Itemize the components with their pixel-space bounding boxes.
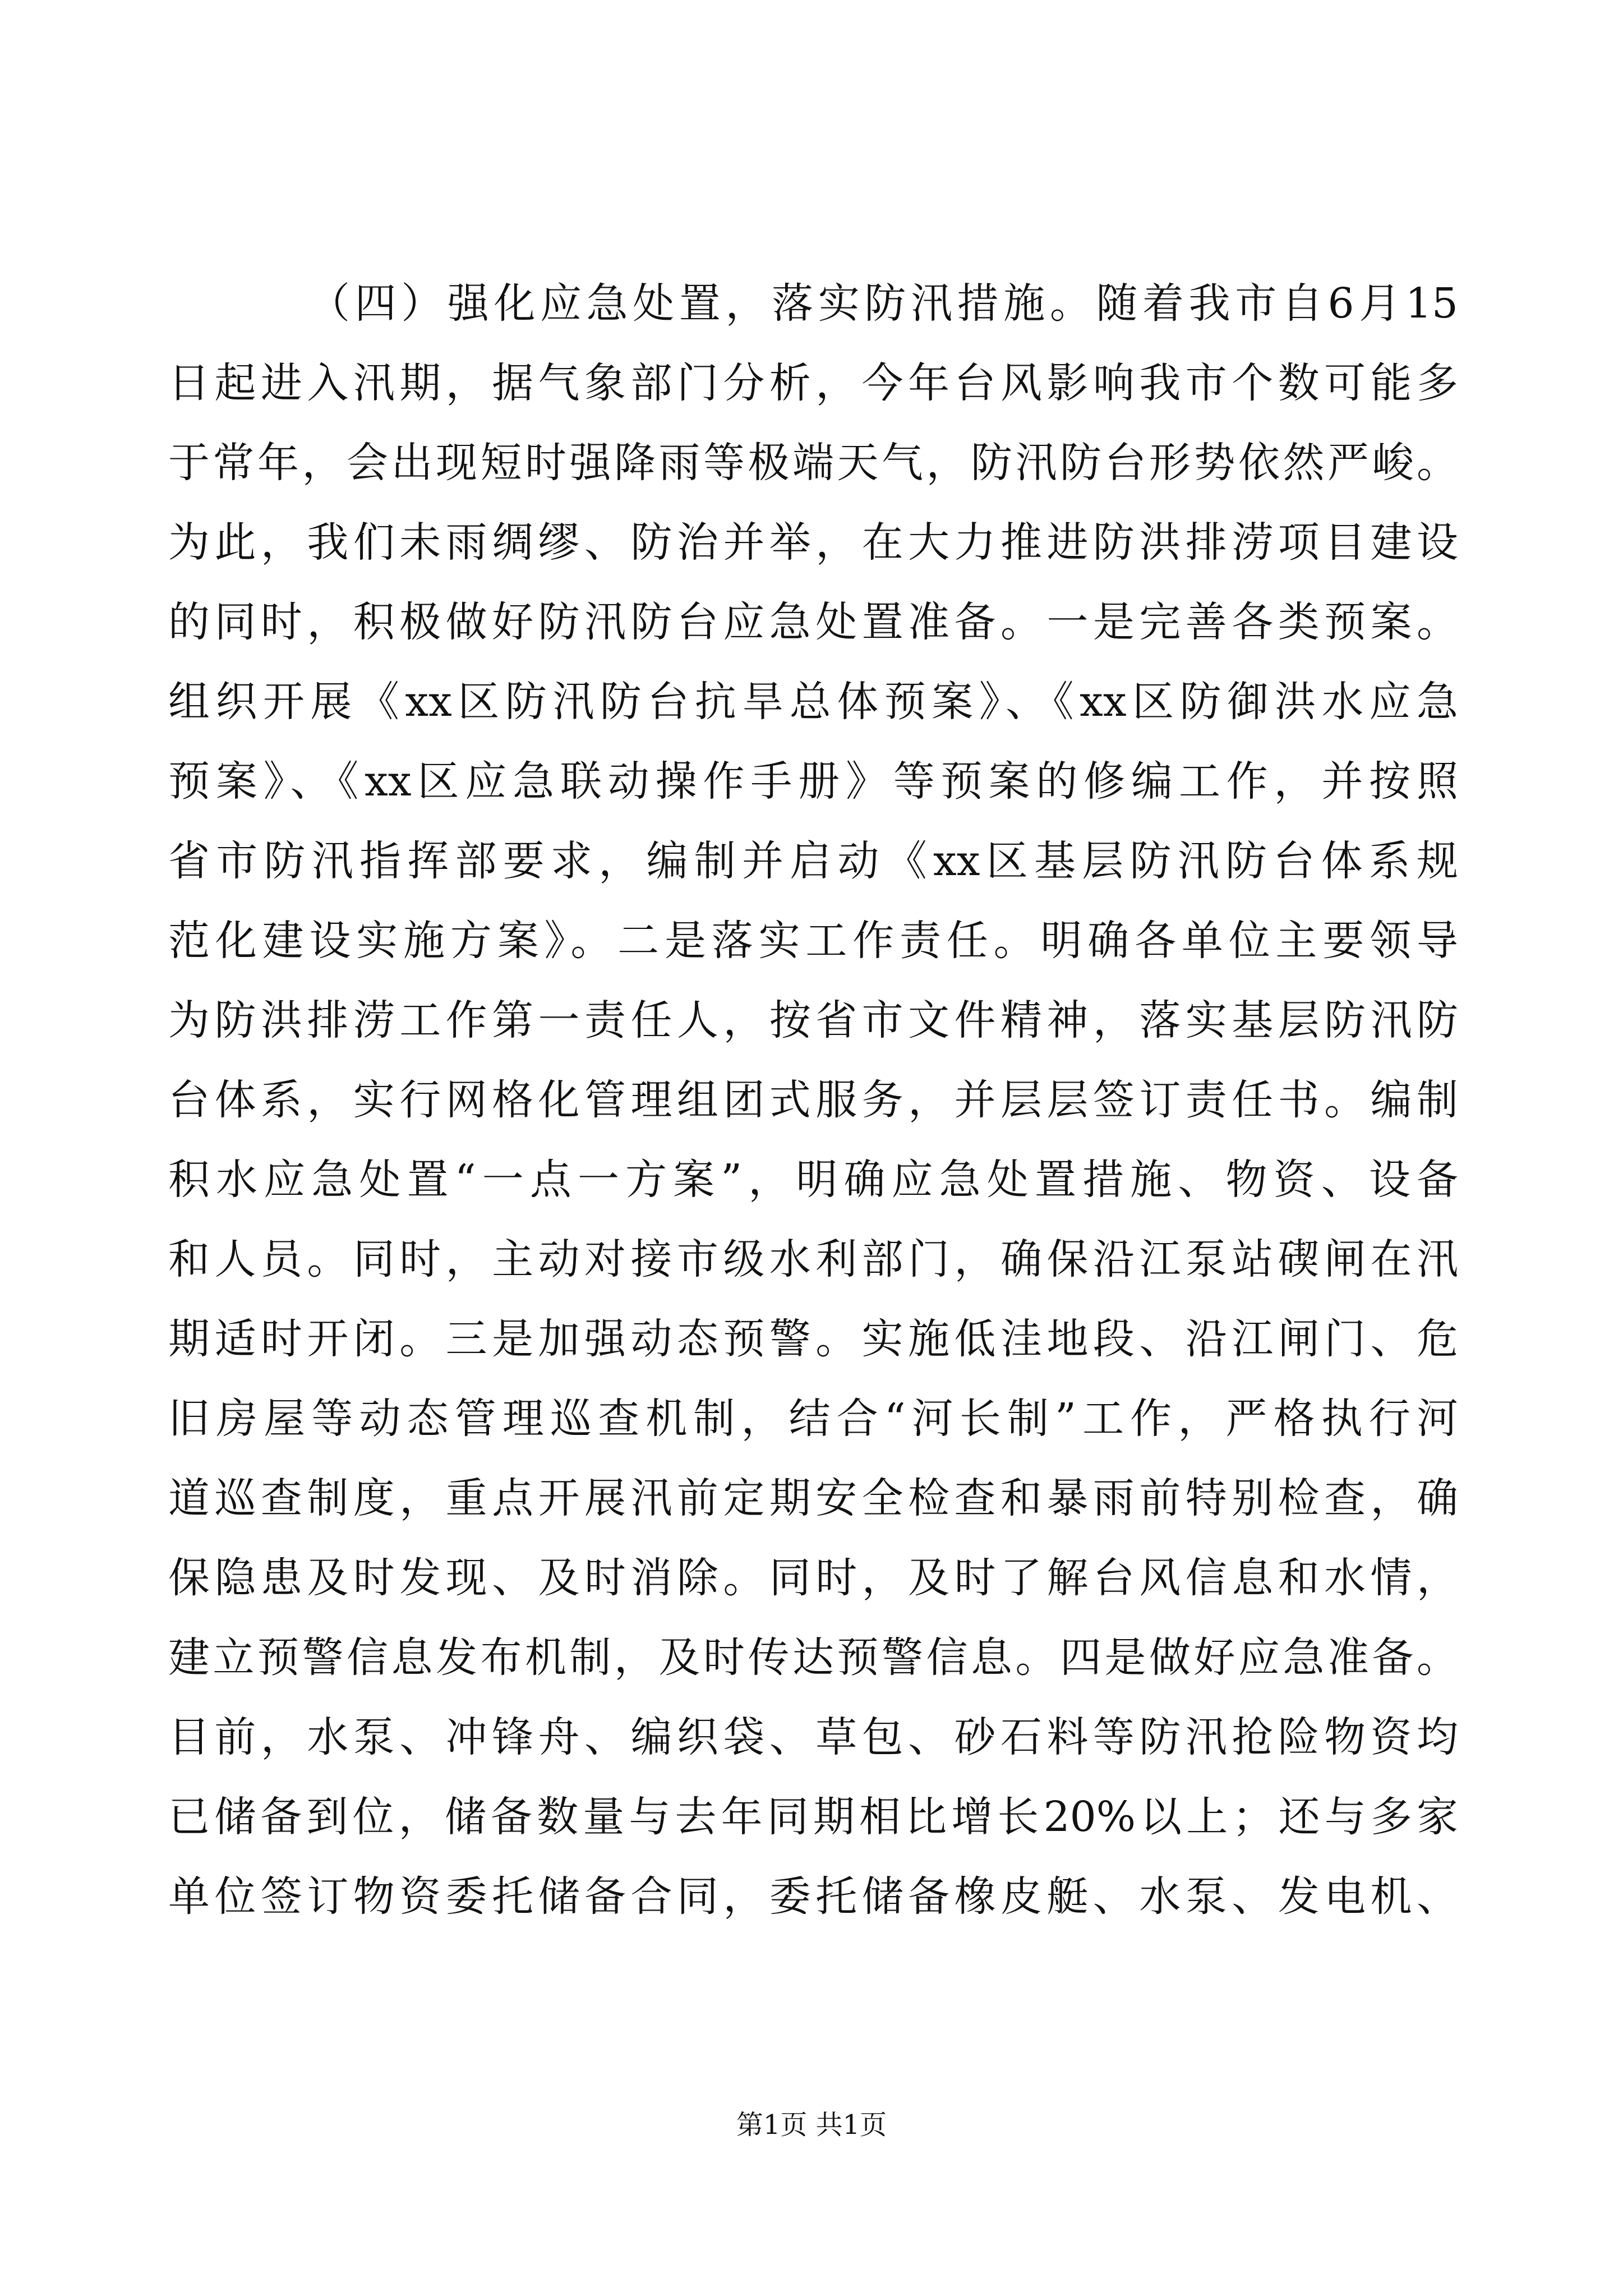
paragraph-line: 保隐患及时发现、及时消除。同时，及时了解台风信息和水情，: [168, 1554, 1458, 1602]
body-paragraph: [168, 264, 1458, 1936]
paragraph-line: 省市防汛指挥部要求，编制并启动《xx区基层防汛防台体系规: [168, 837, 1458, 885]
paragraph-line: 范化建设实施方案》。二是落实工作责任。明确各单位主要领导: [168, 917, 1458, 965]
paragraph-line: 旧房屋等动态管理巡查机制，结合“河长制”工作，严格执行河: [168, 1395, 1458, 1443]
paragraph-line: 已储备到位，储备数量与去年同期相比增长20%以上；还与多家: [168, 1793, 1458, 1841]
paragraph-line: 和人员。同时，主动对接市级水利部门，确保沿江泵站碶闸在汛: [168, 1235, 1458, 1283]
paragraph-line: 组织开展《xx区防汛防台抗旱总体预案》、《xx区防御洪水应急: [168, 678, 1458, 726]
paragraph-line: 建立预警信息发布机制，及时传达预警信息。四是做好应急准备。: [168, 1634, 1458, 1682]
paragraph-line: 目前，水泵、冲锋舟、编织袋、草包、砂石料等防汛抢险物资均: [168, 1713, 1458, 1761]
paragraph-line: 台体系，实行网格化管理组团式服务，并层层签订责任书。编制: [168, 1076, 1458, 1124]
paragraph-line: 的同时，积极做好防汛防台应急处置准备。一是完善各类预案。: [168, 598, 1458, 646]
paragraph-line: 于常年，会出现短时强降雨等极端天气，防汛防台形势依然严峻。: [168, 439, 1458, 487]
paragraph-line: （四）强化应急处置，落实防汛措施。随着我市自6月15: [308, 279, 1458, 328]
paragraph-line: 为此，我们未雨绸缪、防治并举，在大力推进防洪排涝项目建设: [168, 518, 1458, 567]
paragraph-line: 期适时开闭。三是加强动态预警。实施低洼地段、沿江闸门、危: [168, 1315, 1458, 1363]
paragraph-line: 积水应急处置“一点一方案”，明确应急处置措施、物资、设备: [168, 1156, 1458, 1204]
paragraph-line: 道巡查制度，重点开展汛前定期安全检查和暴雨前特别检查，确: [168, 1474, 1458, 1522]
page-footer: 第1页 共1页: [736, 2109, 887, 2141]
paragraph-line: 为防洪排涝工作第一责任人，按省市文件精神，落实基层防汛防: [168, 996, 1458, 1045]
paragraph-line: 预案》、《xx区应急联动操作手册》等预案的修编工作，并按照: [168, 757, 1458, 806]
paragraph-line: 日起进入汛期，据气象部门分析，今年台风影响我市个数可能多: [168, 359, 1458, 407]
paragraph-line: 单位签订物资委托储备合同，委托储备橡皮艇、水泵、发电机、: [168, 1872, 1458, 1921]
